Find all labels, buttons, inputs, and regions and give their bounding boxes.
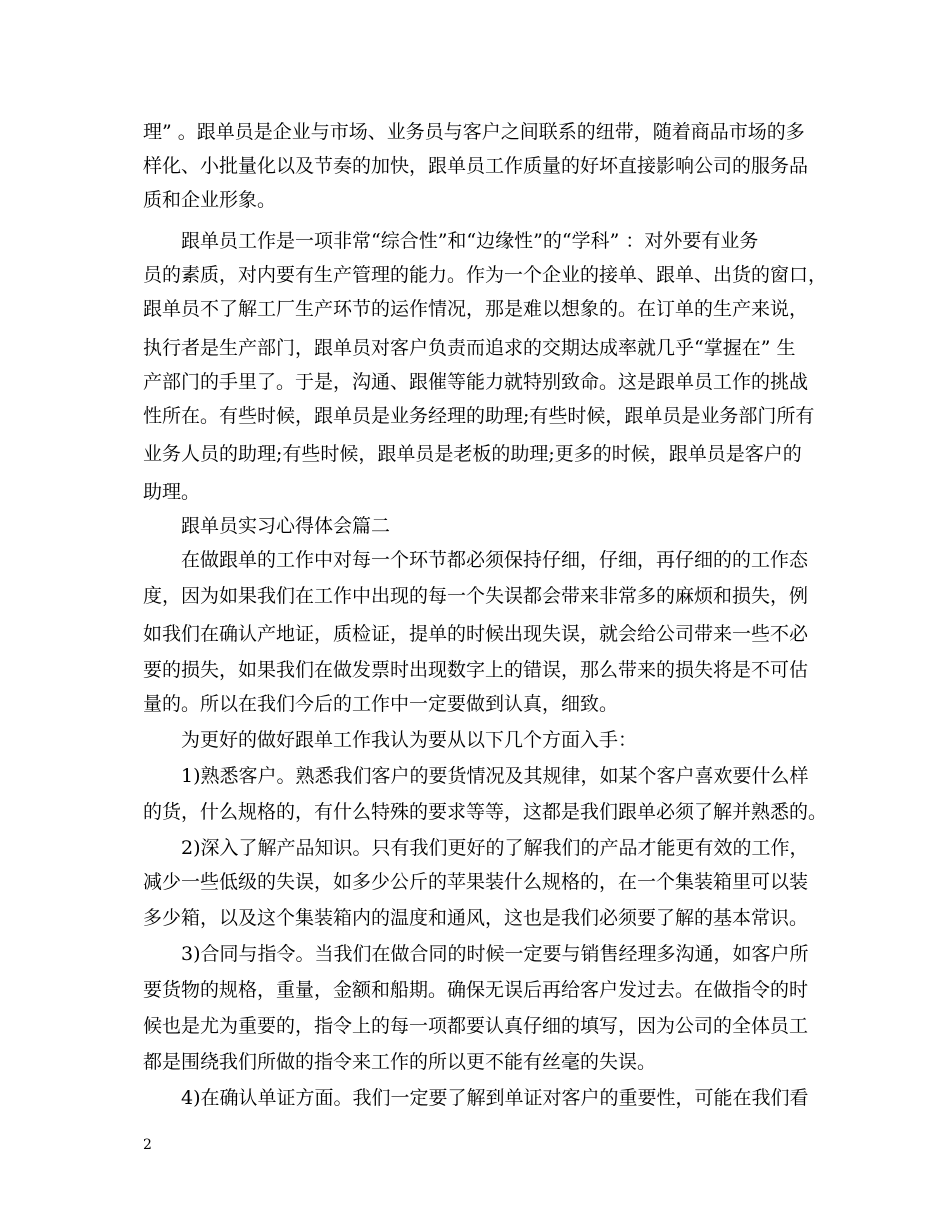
page-number: 2 (143, 1137, 152, 1153)
text-line: 4)在确认单证方面。我们一定要了解到单证对客户的重要性，可能在我们看 (143, 1087, 809, 1109)
text-line: 减少一些低级的失误，如多少公斤的苹果装什么规格的，在一个集装箱里可以装 (143, 871, 809, 893)
text-line: 如我们在确认产地证，质检证，提单的时候出现失误，就会给公司带来一些不必 (143, 623, 809, 645)
text-line: 执行者是生产部门，跟单员对客户负责而追求的交期达成率就几乎“掌握在” 生 (143, 337, 796, 359)
text-line: 产部门的手里了。于是，沟通、跟催等能力就特别致命。这是跟单员工作的挑战 (143, 371, 809, 393)
text-line: 跟单员工作是一项非常“综合性”和“边缘性”的“学科” ：对外要有业务 (143, 230, 759, 252)
text-line: 跟单员不了解工厂生产环节的运作情况，那是难以想象的。在订单的生产来说， (143, 298, 809, 320)
text-line: 2)深入了解产品知识。只有我们更好的了解我们的产品才能更有效的工作， (143, 837, 809, 859)
text-line: 理” 。跟单员是企业与市场、业务员与客户之间联系的纽带，随着商品市场的多 (143, 121, 805, 143)
text-line: 质和企业形象。 (143, 189, 277, 211)
section-heading: 跟单员实习心得体会篇二 (143, 515, 391, 537)
text-line: 要的损失，如果我们在做发票时出现数字上的错误，那么带来的损失将是不可估 (143, 659, 809, 681)
text-line: 员的素质，对内要有生产管理的能力。作为一个企业的接单、跟单、出货的窗口， (143, 264, 828, 286)
text-line: 业务人员的助理;有些时候，跟单员是老板的助理;更多的时候，跟单员是客户的 (143, 443, 802, 465)
text-line: 为更好的做好跟单工作我认为要从以下几个方面入手： (143, 729, 638, 751)
text-line: 样化、小批量化以及节奏的加快，跟单员工作质量的好坏直接影响公司的服务品 (143, 155, 809, 177)
text-line: 度，因为如果我们在工作中出现的每一个失误都会带来非常多的麻烦和损失，例 (143, 585, 809, 607)
text-line: 性所在。有些时候，跟单员是业务经理的助理;有些时候，跟单员是业务部门所有 (143, 405, 815, 427)
text-line: 的货，什么规格的，有什么特殊的要求等等，这都是我们跟单必须了解并熟悉的。 (143, 801, 828, 823)
text-line: 要货物的规格，重量，金额和船期。确保无误后再给客户发过去。在做指令的时 (143, 979, 809, 1001)
text-line: 量的。所以在我们今后的工作中一定要做到认真，细致。 (143, 693, 619, 715)
text-line: 候也是尤为重要的，指令上的每一项都要认真仔细的填写，因为公司的全体员工 (143, 1015, 809, 1037)
text-line: 助理。 (143, 481, 201, 503)
text-line: 1)熟悉客户。熟悉我们客户的要货情况及其规律，如某个客户喜欢要什么样 (143, 765, 809, 787)
text-line: 在做跟单的工作中对每一个环节都必须保持仔细，仔细，再仔细的的工作态 (143, 549, 809, 571)
text-line: 多少箱，以及这个集装箱内的温度和通风，这也是我们必须要了解的基本常识。 (143, 907, 809, 929)
text-line: 3)合同与指令。当我们在做合同的时候一定要与销售经理多沟通，如客户所 (143, 943, 809, 965)
text-line: 都是围绕我们所做的指令来工作的所以更不能有丝毫的失误。 (143, 1051, 657, 1073)
